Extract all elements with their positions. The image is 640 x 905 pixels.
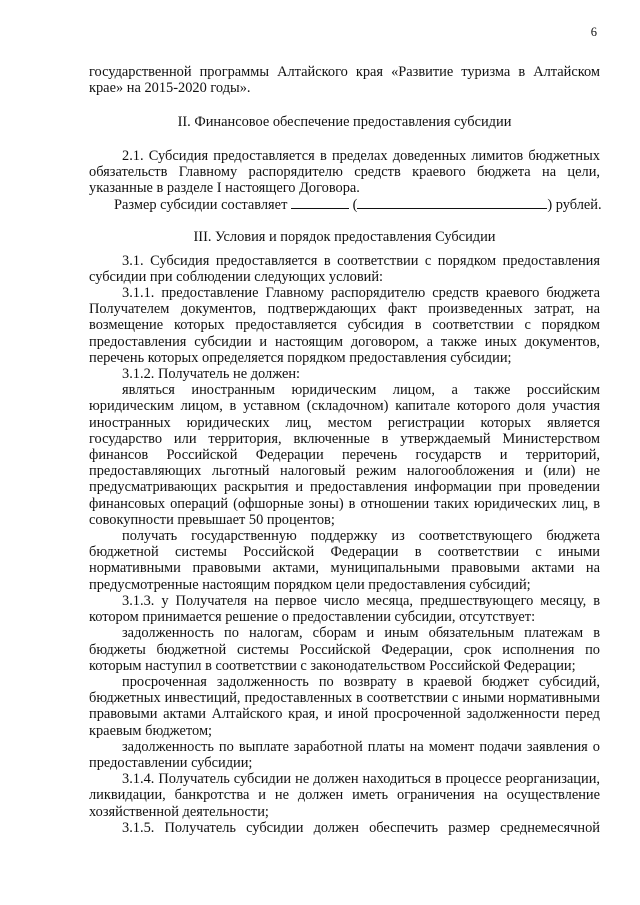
paragraph-state-support: получать государственную поддержку из соответствующего бюджета бюджетной системы Российской Федерации в соответствии с иными нормативными правовыми актами, муниципальными правовыми актами на предусмотренные настоящим порядком цели предоставления субсидий;	[89, 528, 600, 593]
paragraph-overdue-debt: просроченная задолженность по возврату в краевой бюджет субсидий, бюджетных инвестиций, предоставленных в соответствии с иными нормативными правовыми актами Алтайского края, и иной просроченной задолженности перед краевым бюджетом;	[89, 673, 600, 739]
paragraph-foreign-entity: являться иностранным юридическим лицом, а также российским юридическим лицом, в уставном (складочном) капитале которого доля участия иностранных юридических лиц, местом регистрации которых является государство или территория, включенные в утверждаемый Министерством финансов Российской Федерации перечень государств и территорий, предоставляющих льготный налоговый режим налогообложения и (или) не предусматривающих раскрытия и предоставления информации при проведении финансовых операций (офшорные зоны) в отношении таких юридических лиц, в совокупности превышает 50 процентов;	[89, 382, 600, 528]
paragraph-3-1-2: 3.1.2. Получатель не должен:	[122, 366, 301, 383]
amount-close-text: ) рублей.	[547, 197, 602, 214]
subsidy-amount-line	[89, 196, 600, 213]
paragraph-3-1-4: 3.1.4. Получатель субсидии не должен находиться в процессе реорганизации, ликвидации, банкротства и не должен иметь ограничения на осуществление хозяйственной деятельности;	[89, 771, 600, 820]
document-body	[89, 64, 600, 836]
paragraph-salary-debt: задолженность по выплате заработной платы на момент подачи заявления о предоставлении субсидии;	[89, 738, 600, 771]
amount-blank-long	[357, 196, 547, 209]
page-number: 6	[590, 25, 597, 39]
intro-line-2: крае» на 2015-2020 годы».	[89, 80, 251, 97]
paragraph-tax-debt: задолженность по налогам, сборам и иным обязательным платежам в бюджеты бюджетной системы Российской Федерации, срок исполнения по которым наступил в соответствии с законодательством Российской Федерации;	[89, 625, 600, 674]
paragraph-3-1-3: 3.1.3. у Получателя на первое число месяца, предшествующего месяцу, в котором принимается решение о предоставлении субсидии, отсутствует:	[89, 592, 600, 626]
subsidy-amount-label: Размер субсидии составляет	[114, 197, 288, 214]
amount-blank-short	[291, 196, 349, 209]
paragraph-2-1: 2.1. Субсидия предоставляется в пределах доведенных лимитов бюджетных обязательств Главному распорядителю средств краевого бюджета на цели, указанные в разделе I настоящего Договора.	[89, 147, 600, 197]
intro-line-1: государственной программы Алтайского края «Развитие туризма в Алтайском	[89, 64, 600, 80]
section-3-heading: III. Условия и порядок предоставления Субсидии	[193, 229, 496, 246]
paragraph-3-1-5: 3.1.5. Получатель субсидии должен обеспечить размер среднемесячной	[122, 819, 600, 836]
paragraph-3-1: 3.1. Субсидия предоставляется в соответствии с порядком предоставления субсидии при соблюдении следующих условий:	[89, 252, 600, 285]
paragraph-3-1-1: 3.1.1. предоставление Главному распорядителю средств краевого бюджета Получателем документов, подтверждающих факт произведенных затрат, на возмещение которых предоставляется субсидия в соответствии с порядком предоставления субсидии и настоящим договором, а также иных документов, перечень которых определяется порядком предоставления субсидии;	[89, 285, 600, 366]
amount-open-paren: (	[352, 197, 358, 214]
section-2-heading: II. Финансовое обеспечение предоставления субсидии	[177, 114, 512, 131]
